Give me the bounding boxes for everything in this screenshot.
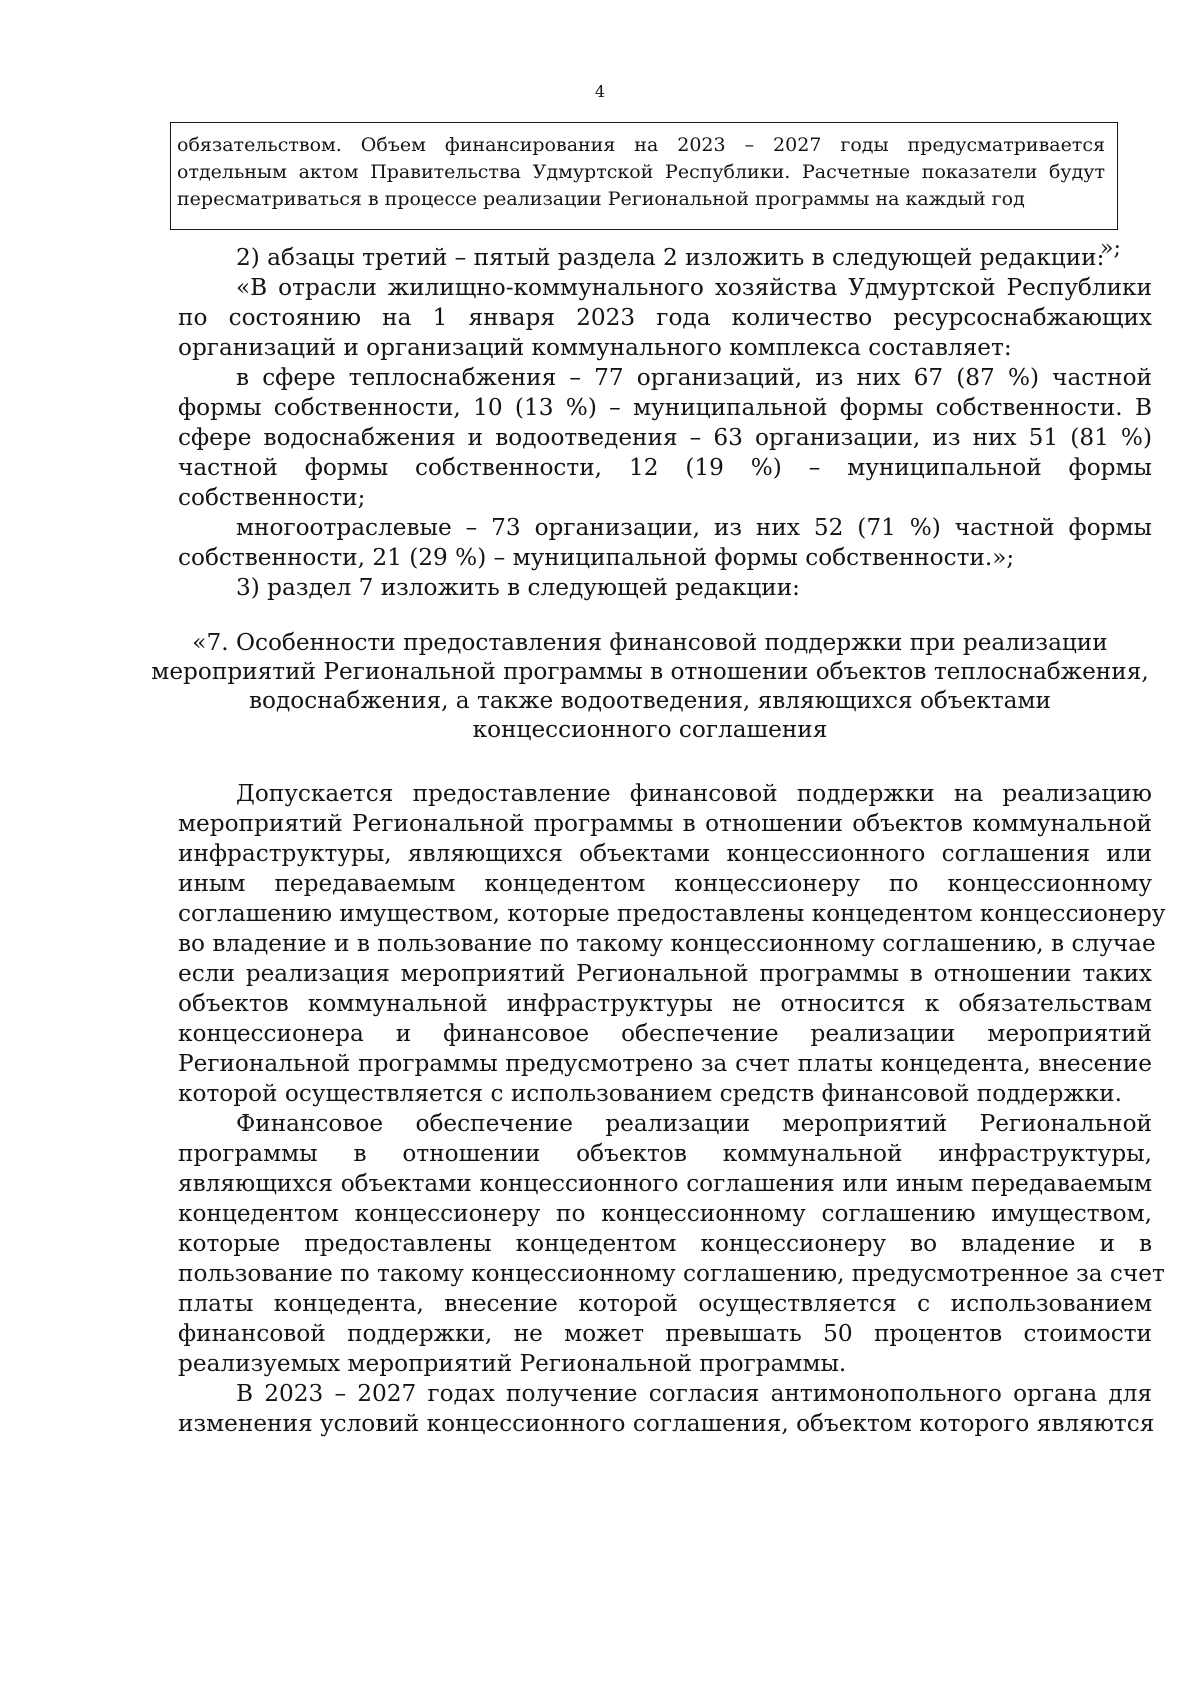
paragraph-line: изменения условий концессионного соглашения, объектом которого являются <box>178 1410 1155 1437</box>
paragraph-line: во владение и в пользование по такому концессионному соглашению, в случае <box>178 930 1156 957</box>
paragraph-line: соглашению имуществом, которые предоставлены концедентом концессионеру <box>178 900 1166 927</box>
amendment-item-2: 2) абзацы третий – пятый раздела 2 изложить в следующей редакции: <box>236 244 1105 271</box>
section-heading-line: водоснабжения, а также водоотведения, являющихся объектами <box>249 687 1051 714</box>
paragraph-line: являющихся объектами концессионного соглашения или иным передаваемым <box>178 1170 1152 1197</box>
boxed-line-2: отдельным актом Правительства Удмуртской Республики. Расчетные показатели будут <box>177 161 1105 183</box>
paragraph-line: концедентом концессионеру по концессионному соглашению имуществом, <box>178 1200 1152 1227</box>
paragraph-line: организаций и организаций коммунального комплекса составляет: <box>178 334 1012 361</box>
paragraph-line: В 2023 – 2027 годах получение согласия антимонопольного органа для <box>236 1380 1152 1407</box>
paragraph-line: объектов коммунальной инфраструктуры не относится к обязательствам <box>178 990 1152 1017</box>
paragraph-line: Финансовое обеспечение реализации мероприятий Региональной <box>236 1110 1152 1137</box>
section-heading-line: мероприятий Региональной программы в отношении объектов теплоснабжения, <box>151 658 1149 685</box>
paragraph-line: формы собственности, 10 (13 %) – муниципальной формы собственности. В <box>178 394 1152 421</box>
paragraph-line: концессионера и финансовое обеспечение реализации мероприятий <box>178 1020 1152 1047</box>
boxed-line-3: пересматриваться в процессе реализации Региональной программы на каждый год <box>177 188 1025 210</box>
paragraph-line: платы концедента, внесение которой осуществляется с использованием <box>178 1290 1152 1317</box>
paragraph-line: инфраструктуры, являющихся объектами концессионного соглашения или <box>178 840 1152 867</box>
paragraph-line: мероприятий Региональной программы в отношении объектов коммунальной <box>178 810 1152 837</box>
paragraph-line: Региональной программы предусмотрено за счет платы концедента, внесение <box>178 1050 1152 1077</box>
paragraph-line: собственности, 21 (29 %) – муниципальной формы собственности.»; <box>178 544 1015 571</box>
section-heading-line: «7. Особенности предоставления финансовой поддержки при реализации <box>192 629 1108 656</box>
paragraph-line: финансовой поддержки, не может превышать 50 процентов стоимости <box>178 1320 1152 1347</box>
boxed-line-1: обязательством. Объем финансирования на 2023 – 2027 годы предусматривается <box>177 134 1105 156</box>
paragraph-line: «В отрасли жилищно-коммунального хозяйства Удмуртской Республики <box>236 274 1152 301</box>
amendment-item-3: 3) раздел 7 изложить в следующей редакции: <box>236 574 800 601</box>
closing-quote-mark: »; <box>1100 236 1121 261</box>
paragraph-line: иным передаваемым концедентом концессионеру по концессионному <box>178 870 1152 897</box>
paragraph-line: многоотраслевые – 73 организации, из них 52 (71 %) частной формы <box>236 514 1152 541</box>
paragraph-line: частной формы собственности, 12 (19 %) – муниципальной формы <box>178 454 1152 481</box>
paragraph-line: Допускается предоставление финансовой поддержки на реализацию <box>236 780 1152 807</box>
section-heading-line: концессионного соглашения <box>472 716 828 743</box>
page-number: 4 <box>594 82 606 101</box>
paragraph-line: сфере водоснабжения и водоотведения – 63 организации, из них 51 (81 %) <box>178 424 1152 451</box>
paragraph-line: которые предоставлены концедентом концессионеру во владение и в <box>178 1230 1152 1257</box>
paragraph-line: собственности; <box>178 484 366 511</box>
bordered-paragraph <box>170 122 1118 230</box>
paragraph-line: пользование по такому концессионному соглашению, предусмотренное за счет <box>178 1260 1165 1287</box>
paragraph-line: по состоянию на 1 января 2023 года количество ресурсоснабжающих <box>178 304 1152 331</box>
paragraph-line: реализуемых мероприятий Региональной программы. <box>178 1350 847 1377</box>
paragraph-line: если реализация мероприятий Региональной программы в отношении таких <box>178 960 1152 987</box>
paragraph-line: которой осуществляется с использованием средств финансовой поддержки. <box>178 1080 1122 1107</box>
paragraph-line: в сфере теплоснабжения – 77 организаций, из них 67 (87 %) частной <box>236 364 1152 391</box>
paragraph-line: программы в отношении объектов коммунальной инфраструктуры, <box>178 1140 1152 1167</box>
